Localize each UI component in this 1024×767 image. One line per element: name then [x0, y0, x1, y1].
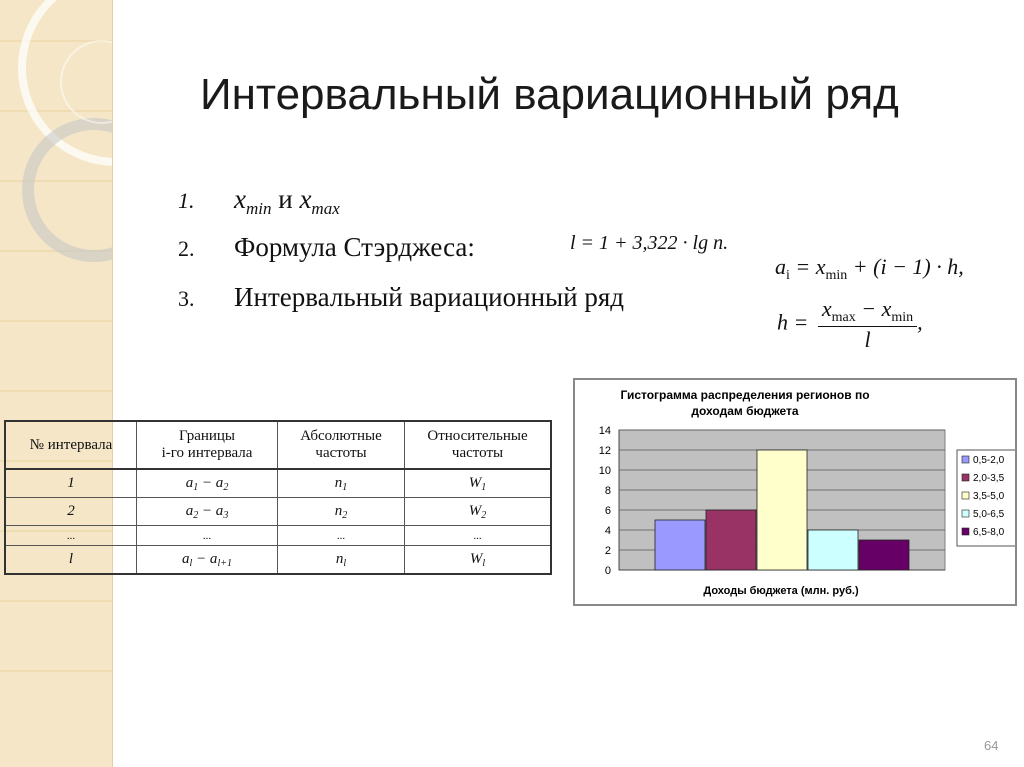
cell-text: a [185, 474, 194, 491]
formula-part: − x [855, 296, 892, 321]
y-tick-label: 2 [604, 545, 611, 557]
formula-part: + (i − 1) · h, [847, 254, 964, 279]
histogram-svg [575, 380, 1015, 604]
chart-title-line2: доходам бюджета [691, 404, 799, 418]
cell-sub: l [343, 557, 347, 569]
max-subscript: max [311, 199, 340, 218]
cell-text: − a [198, 502, 224, 519]
legend-label: 5,0-6,5 [973, 509, 1005, 520]
bar-5,0-6,5 [808, 530, 858, 570]
cell-number: 2 [5, 498, 137, 526]
fraction [818, 296, 917, 353]
y-tick-label: 12 [598, 445, 611, 457]
header-interval-number: № интервала [5, 421, 137, 469]
cell-text: W [468, 474, 482, 491]
cell-bounds [137, 546, 278, 575]
cell-relative [405, 546, 552, 575]
x-symbol: x [299, 184, 312, 214]
legend-swatch [962, 528, 969, 535]
step-formula [777, 296, 923, 353]
bar-6,5-8,0 [859, 540, 909, 570]
legend-label: 2,0-3,5 [973, 473, 1005, 484]
cell-ellipsis: ... [5, 526, 137, 546]
interval-table [4, 420, 552, 575]
list-number: 3. [178, 286, 195, 311]
cell-text: a [182, 550, 190, 567]
cell-ellipsis: ... [137, 526, 278, 546]
cell-sub: l [482, 557, 486, 569]
list-item-2 [178, 232, 475, 263]
decorative-ring-small [22, 118, 113, 262]
cell-text: − a [192, 550, 218, 567]
legend-label: 3,5-5,0 [973, 491, 1005, 502]
y-tick-label: 10 [598, 465, 611, 477]
cell-number: 1 [5, 469, 137, 498]
table-row [5, 546, 551, 575]
cell-absolute [278, 469, 405, 498]
legend-swatch [962, 474, 969, 481]
table-header-row [5, 421, 551, 469]
cell-sub: l+1 [217, 557, 232, 569]
cell-text: a [185, 502, 194, 519]
cell-absolute [278, 546, 405, 575]
cell-text: − a [198, 474, 224, 491]
header-relative [405, 421, 552, 469]
min-subscript: min [891, 310, 914, 325]
cell-bounds [137, 498, 278, 526]
header-text: частоты [451, 445, 504, 461]
cell-text: W [468, 502, 482, 519]
slide-title: Интервальный вариационный ряд [200, 70, 899, 119]
max-subscript: max [831, 310, 856, 325]
i-subscript: i [786, 268, 790, 283]
cell-text: n [334, 474, 343, 491]
legend-label: 0,5-2,0 [973, 455, 1005, 466]
header-text: i-го интервала [161, 445, 253, 461]
table-row [5, 469, 551, 498]
legend-swatch [962, 510, 969, 517]
cell-text: n [334, 502, 343, 519]
list-number: 2. [178, 236, 195, 261]
interval-series-label: Интервальный вариационный ряд [234, 282, 625, 312]
interval-bound-formula [775, 254, 964, 284]
cell-bounds [137, 469, 278, 498]
cell-sub: l [189, 557, 193, 569]
y-tick-label: 8 [604, 485, 611, 497]
cell-relative [405, 498, 552, 526]
cell-ellipsis: ... [278, 526, 405, 546]
min-subscript: min [825, 268, 848, 283]
cell-text: W [469, 550, 483, 567]
header-absolute [278, 421, 405, 469]
fraction-numerator [818, 296, 917, 327]
x-symbol: x [821, 296, 832, 321]
cell-sub: 2 [481, 509, 487, 521]
cell-sub: 3 [223, 509, 229, 521]
x-symbol: x [234, 184, 246, 214]
table-row [5, 498, 551, 526]
cell-sub: 2 [193, 509, 199, 521]
y-tick-label: 0 [604, 565, 611, 577]
cell-sub: 1 [193, 481, 199, 493]
cell-text: n [335, 550, 344, 567]
table-row-ellipsis [5, 526, 551, 546]
decorative-sidebar [0, 0, 113, 767]
legend-label: 6,5-8,0 [973, 527, 1005, 538]
header-text: Абсолютные [300, 428, 382, 444]
cell-relative [405, 469, 552, 498]
formula-part: , [917, 309, 923, 335]
cell-sub: 1 [342, 481, 348, 493]
header-bounds [137, 421, 278, 469]
cell-sub: 2 [342, 509, 348, 521]
and-word: и [278, 184, 293, 214]
y-tick-label: 4 [604, 525, 611, 537]
formula-part: = x [789, 254, 826, 279]
sturges-label: Формула Стэрджеса: [234, 232, 475, 262]
bar-2,0-3,5 [706, 510, 756, 570]
bar-3,5-5,0 [757, 450, 807, 570]
cell-ellipsis: ... [405, 526, 552, 546]
chart-title-line1: Гистограмма распределения регионов по [620, 388, 870, 402]
cell-sub: 2 [223, 481, 229, 493]
fraction-denominator: l [864, 327, 871, 352]
legend-swatch [962, 456, 969, 463]
header-text: Относительные [427, 428, 528, 444]
bar-0,5-2,0 [655, 520, 705, 570]
page-number: 64 [984, 738, 999, 753]
cell-absolute [278, 498, 405, 526]
histogram-chart [573, 378, 1017, 606]
a-symbol: a [775, 254, 786, 279]
y-tick-label: 14 [598, 425, 611, 437]
cell-sub: 1 [481, 481, 487, 493]
header-text: Границы [178, 428, 236, 444]
header-text: частоты [315, 445, 367, 461]
sturges-formula: l = 1 + 3,322 · lg n. [570, 232, 729, 254]
cell-number: l [5, 546, 137, 575]
h-symbol: h = [777, 309, 814, 335]
chart-x-label: Доходы бюджета (млн. руб.) [703, 585, 859, 597]
min-subscript: min [245, 199, 272, 218]
legend-swatch [962, 492, 969, 499]
list-item-3 [178, 282, 624, 313]
y-tick-label: 6 [604, 505, 611, 517]
list-number: 1. [178, 188, 195, 213]
list-item-1 [178, 184, 340, 219]
